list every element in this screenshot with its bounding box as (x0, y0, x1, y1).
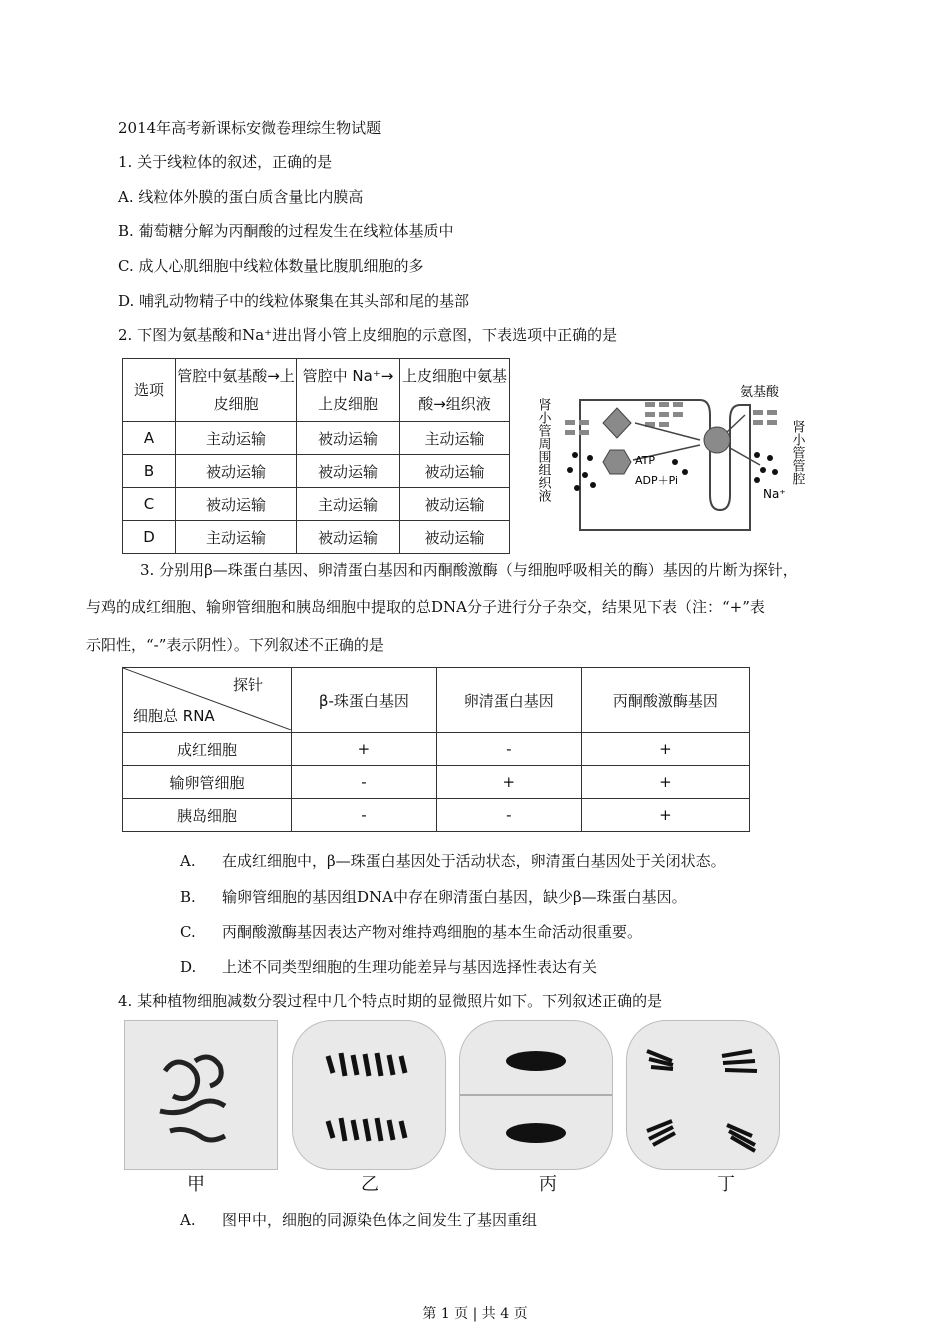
q2-cell: 被动运输 (400, 521, 510, 554)
na-dots-left (567, 452, 596, 491)
chromosome-groups (293, 1021, 445, 1169)
q2-cell: 被动运输 (400, 488, 510, 521)
q3-table (122, 667, 750, 832)
q2-cell: 被动运输 (400, 455, 510, 488)
q2-header-aa-out: 上皮细胞中氨基酸→组织液 (400, 359, 510, 422)
q3-corner-top: 探针 (232, 676, 263, 694)
q3-corner-cell (123, 668, 292, 733)
micrograph-bing (459, 1020, 613, 1170)
na-dots-inside (672, 459, 688, 475)
q3-option-b-text: 输卵管细胞的基因组DNA中存在卵清蛋白基因，缺少β—珠蛋白基因。 (222, 888, 687, 906)
q2-header-na-in: 管腔中 Na⁺→上皮细胞 (297, 359, 400, 422)
chromosome-tetrad (627, 1021, 779, 1169)
figure-atp-label: ATP (635, 454, 656, 467)
q3-cell: 输卵管细胞 (123, 766, 292, 799)
q3-option-c (180, 922, 642, 942)
chromosome-tangle (125, 1021, 277, 1169)
q3-header-beta-globin: β-珠蛋白基因 (292, 668, 437, 733)
q3-option-b (180, 887, 687, 907)
q2-cell: 被动运输 (176, 455, 297, 488)
photo-label-ding: 丁 (717, 1174, 735, 1195)
q3-stem-line-1: 3. 分别用β—珠蛋白基因、卵清蛋白基因和丙酮酸激酶（与细胞呼吸相关的酶）基因的片断为探针， (140, 561, 798, 579)
q1-option-a: A. 线粒体外膜的蛋白质含量比内膜高 (118, 188, 364, 206)
q3-stem-line-3: 示阳性，“-”表示阴性）。下列叙述不正确的是 (86, 636, 384, 654)
q2-stem: 2. 下图为氨基酸和Na⁺进出肾小管上皮细胞的示意图，下表选项中正确的是 (118, 326, 618, 344)
figure-left-label: 肾小管周围组织液 (535, 398, 551, 502)
q1-option-b: B. 葡萄糖分解为丙酮酸的过程发生在线粒体基质中 (118, 222, 454, 240)
q3-option-c-label: C. (180, 923, 196, 941)
photo-label-bing: 丙 (539, 1174, 557, 1195)
figure-adp-label: ADP＋Pi (635, 474, 679, 487)
q2-header-option: 选项 (123, 359, 176, 422)
q3-stem-line-2: 与鸡的成红细胞、输卵管细胞和胰岛细胞中提取的总DNA分子进行分子杂交，结果见下表（注：“+”表 (86, 598, 765, 616)
q2-cell: 主动运输 (297, 488, 400, 521)
q3-header-pyruvate-kinase: 丙酮酸激酶基因 (581, 668, 749, 733)
q2-cell: B (123, 455, 176, 488)
q1-stem: 1. 关于线粒体的叙述，正确的是 (118, 153, 333, 171)
q4-option-a-label: A. (180, 1211, 196, 1229)
photo-label-jia: 甲 (187, 1174, 205, 1195)
q3-cell: 胰岛细胞 (123, 799, 292, 832)
q3-option-b-label: B. (180, 888, 196, 906)
photo-label-yi: 乙 (361, 1174, 379, 1195)
diamond-carrier (603, 408, 631, 438)
q4-option-a-text: 图甲中，细胞的同源染色体之间发生了基因重组 (222, 1211, 538, 1229)
q3-cell: - (436, 733, 581, 766)
q3-header-ovalbumin: 卵清蛋白基因 (436, 668, 581, 733)
figure-na-label: Na⁺ (763, 487, 786, 501)
q3-cell: + (436, 766, 581, 799)
q2-header-aa-in: 管腔中氨基酸→上皮细胞 (176, 359, 297, 422)
q3-cell: + (292, 733, 437, 766)
q3-option-d-label: D. (180, 958, 197, 976)
q2-cell: 主动运输 (400, 422, 510, 455)
q3-option-d-text: 上述不同类型细胞的生理功能差异与基因选择性表达有关 (222, 958, 598, 976)
q2-cell: 主动运输 (176, 422, 297, 455)
q4-option-a (180, 1210, 537, 1230)
q3-cell: + (581, 766, 749, 799)
q2-cell: C (123, 488, 176, 521)
q2-cell: 被动运输 (297, 422, 400, 455)
q3-option-a (180, 851, 726, 871)
q1-option-d: D. 哺乳动物精子中的线粒体聚集在其头部和尾的基部 (118, 292, 470, 310)
q3-option-d (180, 957, 597, 977)
q2-cell: 被动运输 (176, 488, 297, 521)
q1-option-c: C. 成人心肌细胞中线粒体数量比腹肌细胞的多 (118, 257, 424, 275)
q2-cell: A (123, 422, 176, 455)
figure-amino-acid-label: 氨基酸 (740, 385, 780, 400)
q3-option-c-text: 丙酮酸激酶基因表达产物对维持鸡细胞的基本生命活动很重要。 (222, 923, 643, 941)
doc-title: 2014年高考新课标安微卷理综生物试题 (118, 119, 382, 137)
q2-cell: 被动运输 (297, 455, 400, 488)
micrograph-ding (626, 1020, 780, 1170)
q2-table (122, 358, 510, 554)
q2-cell: D (123, 521, 176, 554)
q3-cell: 成红细胞 (123, 733, 292, 766)
amino-acid-marks-left (565, 420, 589, 435)
amino-acid-marks-inside (645, 402, 683, 427)
micrograph-yi (292, 1020, 446, 1170)
hexagon-pump (603, 450, 631, 474)
amino-acid-marks-right (753, 410, 777, 425)
figure-right-label: 肾小管管腔 (789, 420, 805, 485)
q3-option-a-text: 在成红细胞中，β—珠蛋白基因处于活动状态，卵清蛋白基因处于关闭状态。 (222, 852, 726, 870)
na-dots-right (754, 452, 778, 483)
page-footer: 第 1 页 | 共 4 页 (422, 1306, 528, 1322)
q3-cell: - (292, 799, 437, 832)
q3-option-a-label: A. (180, 852, 196, 870)
q4-stem: 4. 某种植物细胞减数分裂过程中几个特点时期的显微照片如下。下列叙述正确的是 (118, 992, 663, 1010)
q3-cell: - (436, 799, 581, 832)
q2-cell: 主动运输 (176, 521, 297, 554)
q3-corner-bottom: 细胞总 RNA (133, 707, 215, 725)
q3-cell: + (581, 733, 749, 766)
q2-cell: 被动运输 (297, 521, 400, 554)
round-carrier (704, 427, 730, 453)
q3-cell: + (581, 799, 749, 832)
kidney-cell-diagram (535, 380, 820, 550)
chromatin-masses (460, 1021, 612, 1169)
micrograph-jia (124, 1020, 278, 1170)
q3-cell: - (292, 766, 437, 799)
